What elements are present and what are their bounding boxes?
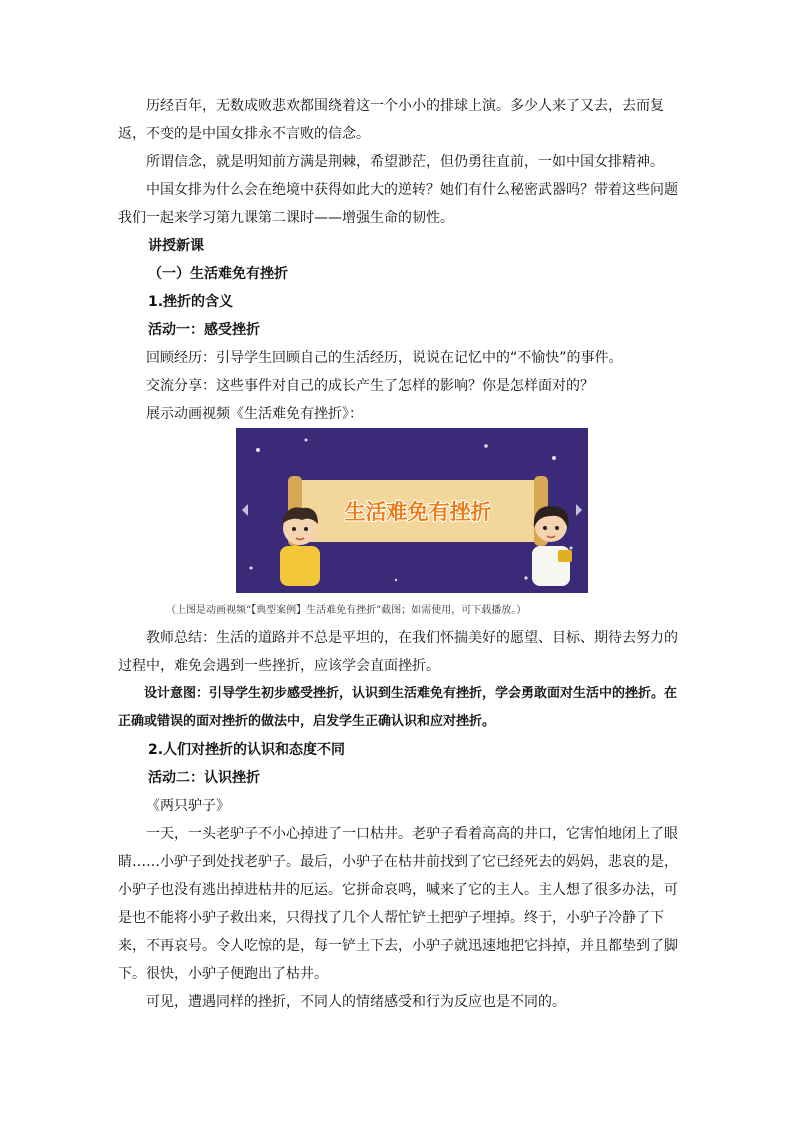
activity1-share: 交流分享：这些事件对自己的成长产生了怎样的影响？你是怎样面对的？ <box>146 378 594 394</box>
story-title: 《两只驴子》 <box>146 798 230 814</box>
teacher-summary: 教师总结：生活的道路并不总是平坦的，在我们怀揣美好的愿望、目标、期待去努力的过程中，难免会遇到一些挫折，应该学会直面挫折。 <box>118 630 678 674</box>
heading-activity-2: 活动二：认识挫折 <box>148 770 260 786</box>
heading-sub-1: 1.挫折的含义 <box>148 294 234 310</box>
lesson-content-2 <box>118 598 678 1016</box>
story-conclusion: 可见，遭遇同样的挫折，不同人的情绪感受和行为反应也是不同的。 <box>146 994 566 1010</box>
activity1-show: 展示动画视频《生活难免有挫折》： <box>146 406 363 422</box>
video-caption: （上图是动画视频“【典型案例】生活难免有挫折”截图；如需使用，可下载播放。） <box>166 605 527 616</box>
story-body: 一天，一头老驴子不小心掉进了一口枯井。老驴子看着高高的井口，它害怕地闭上了眼睛……小驴子到处找老驴子。最后，小驴子在枯井前找到了它已经死去的妈妈，悲哀的是，小驴子也没有逃出掉进枯井的厄运。它拼命哀鸣，喊来了它的主人。主人想了很多办法，可是也不能将小驴子救出来，只得找了几个人帮忙铲土把驴子埋掉。终于，小驴子冷静了下来，不再哀号。令人吃惊的是，每一铲土下去，小驴子就迅速地把它抖掉，并且都垫到了脚下。很快，小驴子便跑出了枯井。 <box>118 826 678 982</box>
heading-lecture: 讲授新课 <box>148 238 204 254</box>
heading-section-1: （一）生活难免有挫折 <box>148 266 288 282</box>
lesson-content <box>118 92 678 428</box>
video-screenshot[interactable] <box>236 428 588 593</box>
activity1-review: 回顾经历：引导学生回顾自己的生活经历，说说在记忆中的“不愉快”的事件。 <box>146 350 623 366</box>
heading-sub-2: 2.人们对挫折的认识和态度不同 <box>148 742 346 758</box>
intro-paragraph-3: 中国女排为什么会在绝境中获得如此大的逆转？她们有什么秘密武器吗？带着这些问题我们一起来学习第九课第二课时——增强生命的韧性。 <box>118 182 678 226</box>
video-title: 生活难免有挫折 <box>344 500 492 524</box>
intro-paragraph-1: 历经百年，无数成败悲欢都围绕着这一个小小的排球上演。多少人来了又去，去而复返，不变的是中国女排永不言败的信念。 <box>118 98 664 142</box>
heading-activity-1: 活动一：感受挫折 <box>148 322 260 338</box>
design-intent: 设计意图：引导学生初步感受挫折，认识到生活难免有挫折，学会勇敢面对生活中的挫折。在正确或错误的面对挫折的做法中，启发学生正确认识和应对挫折。 <box>118 686 678 729</box>
intro-paragraph-2: 所谓信念，就是明知前方满是荆棘，希望渺茫，但仍勇往直前，一如中国女排精神。 <box>146 154 664 170</box>
boy-character-icon <box>280 507 320 586</box>
